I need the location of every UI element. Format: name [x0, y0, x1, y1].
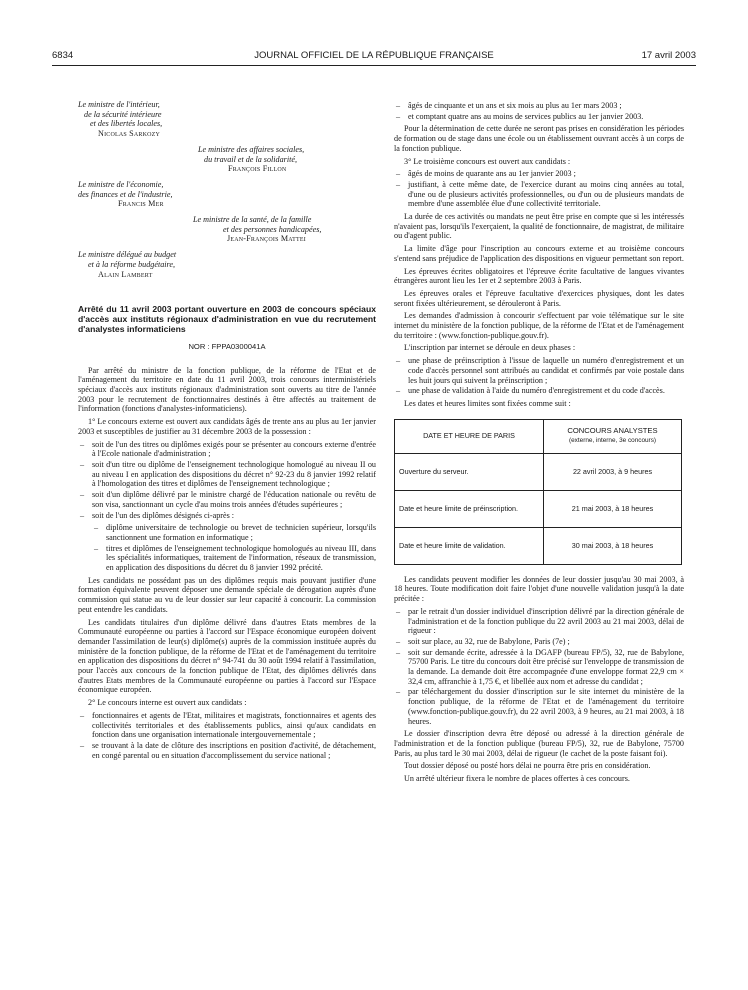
table-header-concours: CONCOURS ANALYSTES (externe, interne, 3e concours) — [544, 419, 682, 453]
paragraph: Les candidats ne possédant pas un des diplômes requis mais pouvant justifier d'une formation équivalente peuvent déposer une demande spéciale de dérogation auprès d'une commission qui statue au vu de leur dossier sur leur capacité à concourir. La commission peut entendre les candidats. — [78, 575, 376, 614]
third-concours-list — [394, 169, 684, 209]
dates-table — [394, 419, 682, 565]
inscription-phases-list — [394, 356, 684, 396]
table-cell-label: Ouverture du serveur. — [395, 453, 544, 490]
list-item: – une phase de préinscription à l'issue de laquelle un numéro d'enregistrement et un code d'accès personnel sont attribués au candidat et confirmés par voie postale dans les huit jours qui suivent la préinscription ; — [394, 356, 684, 385]
paragraph: Les demandes d'admission à concourir s'effectuent par voie télématique sur le site internet du ministère de la fonction publique, de la réforme de l'Etat et de l'aménagement du territoire : (www.fonction-publique.gouv.fr). — [394, 311, 684, 340]
paragraph: Les candidats titulaires d'un diplôme délivré dans d'autres Etats membres de la Communauté européenne ou parties à l'accord sur l'Espace économique européen doivent demander l'assimilation de leur(s) diplôme(s) auprès de la commission instituée auprès du ministère de la fonction publique, de la réforme de l'Etat et de l'aménagement du territoire en application des dispositions du décret n° 94-741 du 30 août 1994 relatif à l'assimilation, pour l'accès aux concours de la fonction publique de l'Etat, des diplômes délivrés dans d'autres Etats membres de la Communauté européenne ou parties à l'accord sur l'Espace économique européen. — [78, 617, 376, 695]
signature-affaires-sociales: Le ministre des affaires sociales, du travail et de la solidarité, François Fillon — [198, 144, 305, 174]
list-item: – par téléchargement du dossier d'inscription sur le site internet du ministère de la fonction publique, de la réforme de l'Etat et de l'aménagement du territoire (www.fonction-publique.gouv.fr), du 22 avril 2003, à 9 heures, au 21 mai 2003, à 18 heures. — [394, 687, 684, 726]
paragraph: Pour la détermination de cette durée ne seront pas prises en considération les périodes de formation ou de stage dans une école ou un établissement ouvrant accès à un corps de la fonction publique. — [394, 124, 684, 153]
paragraph: La limite d'âge pour l'inscription au concours externe et au troisième concours s'entend sans préjudice de l'application des dispositions en vigueur permettant son report. — [394, 244, 684, 263]
signatory-name: François Fillon — [228, 164, 287, 174]
signature-economie: Le ministre de l'économie, des finances et de l'industrie, Francis Mer — [78, 179, 173, 209]
signatory-name: Jean-François Mattei — [227, 234, 306, 244]
list-item: – soit d'un diplôme délivré par le ministre chargé de l'éducation nationale ou revêtu de son visa, sanctionnant un cycle d'au moins trois années d'études supérieures ; — [78, 490, 376, 509]
signature-interieur: Le ministre de l'intérieur, de la sécurité intérieure et des libertés locales, Nicolas Sarkozy — [78, 100, 163, 139]
list-item: – soit sur place, au 32, rue de Babylone, Paris (7e) ; — [394, 637, 684, 647]
paragraph: Les épreuves écrites obligatoires et l'épreuve écrite facultative de langues vivantes étrangères auront lieu les 1er et 2 septembre 2003 à Paris. — [394, 266, 684, 286]
list-item: – soit sur demande écrite, adressée à la DGAFP (bureau FP/5), 32, rue de Babylone, 75700 Paris. Le titre du concours doit être précisé sur l'enveloppe de transmission de la demande. La demande doit être accompagnée d'une enveloppe format 22,9 cm × 32,4 cm, affranchie à 1,75 €, et libellée aux nom et adresse du candidat ; — [394, 648, 684, 687]
retrieval-methods-list — [394, 607, 684, 726]
list-item: – soit de l'un des diplômes désignés ci-après : — [78, 511, 376, 521]
list-item: – fonctionnaires et agents de l'Etat, militaires et magistrats, fonctionnaires et agents des collectivités territoriales et des établissements publics, ainsi qu'aux candidats en fonction dans une organisation internationale intergouvernementale ; — [78, 711, 376, 740]
diploma-sublist — [92, 523, 376, 573]
signatory-name: Francis Mer — [118, 199, 164, 209]
table-cell-label: Date et heure limite de préinscription. — [395, 490, 544, 527]
table-row — [395, 527, 682, 564]
paragraph: Un arrêté ultérieur fixera le nombre de places offertes à ces concours. — [404, 774, 630, 784]
issue-date: 17 avril 2003 — [641, 50, 696, 61]
table-row — [395, 490, 682, 527]
signature-budget: Le ministre délégué au budget et à la réforme budgétaire, Alain Lambert — [78, 250, 177, 279]
signatory-name: Nicolas Sarkozy — [98, 129, 161, 139]
paragraph: 2° Le concours interne est ouvert aux candidats : — [88, 698, 247, 708]
arrete-title: Arrêté du 11 avril 2003 portant ouverture en 2003 de concours spéciaux d'accès aux instituts régionaux d'administration en vue du recrutement d'analystes informaticiens — [78, 304, 376, 335]
list-item: – une phase de validation à l'aide du numéro d'enregistrement et du code d'accès. — [394, 386, 684, 396]
list-item: – titres et diplômes de l'enseignement technologique homologués au niveau III, dans les spécialités informatiques, traitement de l'information, réseaux de transmission, en application des dispositions du décret du 8 janvier 1992 précité. — [92, 544, 376, 573]
signatory-name: Alain Lambert — [98, 269, 153, 279]
paragraph: Les épreuves orales et l'épreuve facultative d'exercices physiques, dont les dates seront fixées ultérieurement, se dérouleront à Paris. — [394, 288, 684, 308]
paragraph: Tout dossier déposé ou posté hors délai ne pourra être pris en considération. — [404, 761, 651, 771]
list-item: – soit de l'un des titres ou diplômes exigés pour se présenter au concours externe d'entrée à l'Ecole nationale d'administration ; — [78, 440, 376, 459]
paragraph: L'inscription par internet se déroule en deux phases : — [404, 343, 576, 353]
table-cell-value: 22 avril 2003, à 9 heures — [544, 453, 682, 490]
list-item: – soit d'un titre ou diplôme de l'enseignement technologique homologué au niveau II ou au niveau I en application des dispositions du décret n° 92-23 du 8 janvier 1992 relatif à l'homologation des titres et diplômes de l'enseignement technologique ; — [78, 460, 376, 489]
list-item: – se trouvant à la date de clôture des inscriptions en position d'activité, de détachement, en congé parental ou en situation d'accomplissement du service national ; — [78, 741, 376, 760]
table-cell-value: 21 mai 2003, à 18 heures — [544, 490, 682, 527]
paragraph: La durée de ces activités ou mandats ne peut être prise en compte que si les intéressés n'avaient pas, lorsqu'ils l'exerçaient, la qualité de fonctionnaire, de magistrat, de militaire ou d'agent public. — [394, 212, 684, 241]
table-header-row — [395, 419, 682, 453]
journal-title: JOURNAL OFFICIEL DE LA RÉPUBLIQUE FRANÇAISE — [254, 50, 494, 61]
nor-reference: NOR : FPPA0300041A — [188, 341, 266, 351]
list-item: – justifiant, à cette même date, de l'exercice durant au moins cinq années au total, d'une ou de plusieurs activités professionnelles, ou d'un ou de plusieurs mandats de membre d'une assemblée élue d'une collectivité territoriale. — [394, 180, 684, 209]
table-cell-value: 30 mai 2003, à 18 heures — [544, 527, 682, 564]
list-item: – diplôme universitaire de technologie ou brevet de technicien supérieur, lorsqu'ils sanctionnent une formation en informatique ; — [92, 523, 376, 542]
left-column — [78, 100, 376, 763]
page-number: 6834 — [52, 50, 74, 61]
paragraph: 3° Le troisième concours est ouvert aux candidats : — [404, 156, 571, 166]
table-header-date: DATE ET HEURE DE PARIS — [395, 419, 544, 453]
page-header — [52, 49, 696, 66]
list-item: – âgés de moins de quarante ans au 1er janvier 2003 ; — [394, 169, 684, 179]
signature-sante: Le ministre de la santé, de la famille et des personnes handicapées, Jean-François Mattei — [193, 215, 322, 244]
paragraph: Par arrêté du ministre de la fonction publique, de la réforme de l'Etat et de l'aménagement du territoire en date du 11 avril 2003, trois concours interministériels spéciaux d'accès aux instituts régionaux d'administration sont ouverts au titre de l'année 2003 pour le recrutement de fonctionnaires destinés à être affectés au traitement de l'information (fonctions d'analystes-informaticiens). — [78, 365, 376, 414]
list-item: – par le retrait d'un dossier individuel d'inscription délivré par la direction générale de l'administration et de la fonction publique du 22 avril 2003 au 21 mai 2003, délai de rigueur : — [394, 607, 684, 636]
table-row — [395, 453, 682, 490]
paragraph: Les dates et heures limites sont fixées comme suit : — [404, 398, 571, 408]
diploma-list — [78, 440, 376, 521]
list-item: – âgés de cinquante et un ans et six mois au plus au 1er mars 2003 ; — [394, 101, 684, 111]
age-conditions-list — [394, 101, 684, 121]
list-item: – et comptant quatre ans au moins de services publics au 1er janvier 2003. — [394, 112, 684, 122]
paragraph: Les candidats peuvent modifier les données de leur dossier jusqu'au 30 mai 2003, à 18 heures. Toute modification doit faire l'objet d'une nouvelle validation jusqu'à la date précitée : — [394, 574, 684, 604]
right-column — [394, 101, 684, 787]
internal-candidates-list — [78, 711, 376, 761]
table-cell-label: Date et heure limite de validation. — [395, 527, 544, 564]
paragraph: 1° Le concours externe est ouvert aux candidats âgés de trente ans au plus au 1er janvier 2003 et susceptibles de justifier au 31 décembre 2003 de la possession : — [78, 417, 376, 436]
paragraph: Le dossier d'inscription devra être déposé ou adressé à la direction générale de l'administration et de la fonction publique (bureau FP/5), 32, rue de Babylone, 75700 Paris, au plus tard le 30 mai 2003, délai de rigueur (le cachet de la poste faisant foi). — [394, 729, 684, 758]
